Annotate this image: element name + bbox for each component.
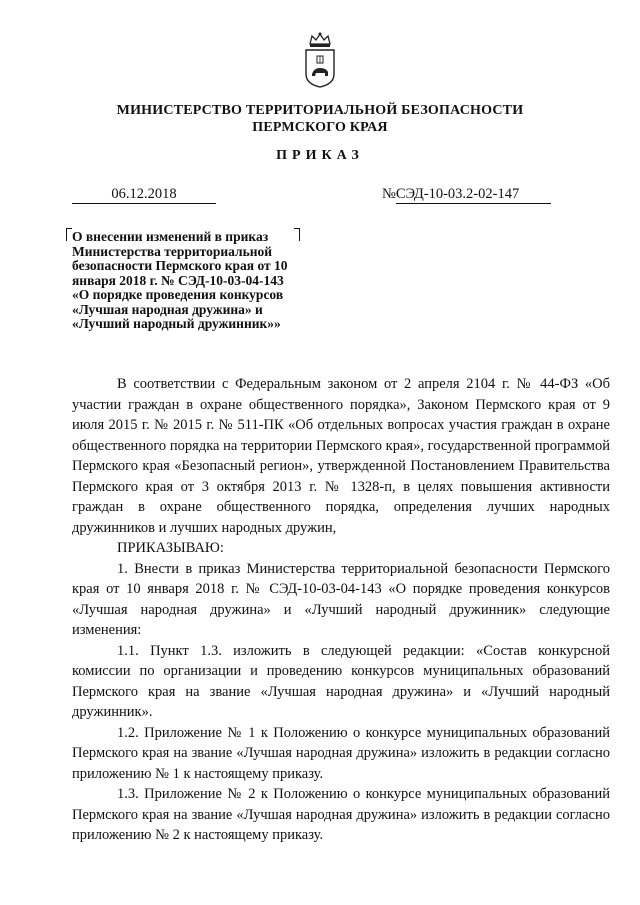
doc-subject: О внесении изменений в приказ Министерства территориальной безопасности Пермского края от 10 января 2018 г. № СЭД-10-03-04-143 «О порядке проведения конкурсов «Лучшая народная дружина» и «Лучший народный дружинник»» <box>72 229 288 331</box>
item-1-1: 1.1. Пункт 1.3. изложить в следующей редакции: «Состав конкурсной комиссии по организации и проведению конкурсов муниципальных образований Пермского края на звание «Лучшая народная дружина» и «Лучший народный дружинник». <box>72 642 610 720</box>
coat-of-arms-icon <box>300 30 340 90</box>
decree-word: ПРИКАЗЫВАЮ: <box>117 540 224 556</box>
doc-date: 06.12.2018 <box>72 186 216 204</box>
ministry-line2: ПЕРМСКОГО КРАЯ <box>252 120 388 135</box>
doc-type-title: ПРИКАЗ <box>276 148 364 163</box>
doc-number <box>382 186 551 204</box>
item-1-3: 1.3. Приложение № 2 к Положению о конкурсе муниципальных образований Пермского края на звание «Лучшая народная дружина» изложить в редакции согласно приложению № 2 к настоящему приказу. <box>72 786 610 843</box>
number-value: СЭД-10-03.2-02-147 <box>396 186 551 204</box>
ministry-line1: МИНИСТЕРСТВО ТЕРРИТОРИАЛЬНОЙ БЕЗОПАСНОСТИ <box>116 103 524 118</box>
item-1: 1. Внести в приказ Министерства территориальной безопасности Пермского края от 10 января 2018 г. № СЭД-10-03-04-143 «О порядке проведения конкурсов «Лучшая народная дружина» и «Лучший народный дружинник» следующие изменения: <box>72 560 610 638</box>
doc-body <box>72 374 610 846</box>
number-prefix: № <box>382 186 396 202</box>
preamble-paragraph: В соответствии с Федеральным законом от 2 апреля 2104 г. № 44-ФЗ «Об участии граждан в охране общественного порядка», Законом Пермского края от 9 июля 2015 г. № 2015 г. № 511-ПК «Об отдельных вопросах участия граждан в охране общественного порядка на территории Пермского края», государственной программой Пермского края «Безопасный регион», утвержденной Постановлением Правительства Пермского края от 3 октября 2013 г. № 1328-п, в целях повышения активности граждан в охране общественного порядка, определения лучших народных дружинников и лучших народных дружин, <box>72 376 610 536</box>
item-1-2: 1.2. Приложение № 1 к Положению о конкурсе муниципальных образований Пермского края на звание «Лучшая народная дружина» изложить в редакции согласно приложению № 1 к настоящему приказу. <box>72 724 610 782</box>
ministry-name <box>0 102 640 136</box>
